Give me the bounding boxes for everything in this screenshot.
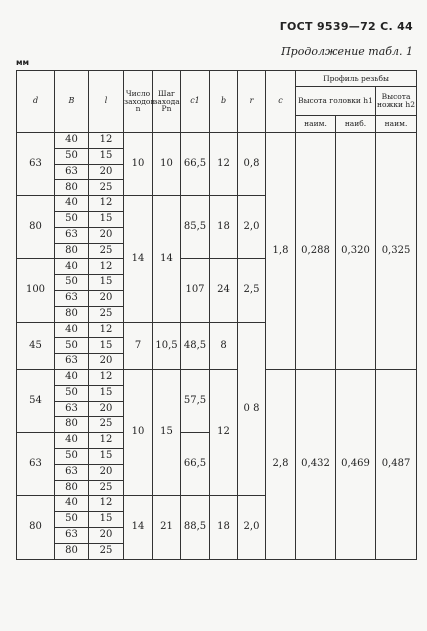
h1-max-cell: 0,469 — [336, 369, 376, 559]
l-cell: 25 — [89, 417, 124, 433]
c1-cell: 66,5 — [181, 433, 210, 496]
l-cell: 12 — [89, 259, 124, 275]
l-cell: 20 — [89, 290, 124, 306]
l-cell: 15 — [89, 338, 124, 354]
l-cell: 20 — [89, 401, 124, 417]
dimensions-table — [16, 70, 417, 560]
h1-min-header: наим. — [296, 116, 336, 133]
d-cell: 45 — [17, 322, 55, 369]
b-width-cell: 80 — [55, 180, 89, 196]
l-cell: 12 — [89, 369, 124, 385]
d-cell: 54 — [17, 369, 55, 432]
c1-cell: 88,5 — [181, 496, 210, 559]
b-width-cell: 50 — [55, 448, 89, 464]
b-width-cell: 80 — [55, 543, 89, 559]
l-cell: 15 — [89, 512, 124, 528]
lead-cell: 14 — [153, 196, 181, 322]
d-cell: 63 — [17, 133, 55, 196]
b-width-cell: 50 — [55, 512, 89, 528]
col-l-header: l — [89, 71, 124, 133]
l-cell: 20 — [89, 464, 124, 480]
r-cell: 0,8 — [238, 133, 266, 196]
col-lead-header: Шаг захода Pn — [153, 71, 181, 133]
h2-min-cell: 0,487 — [376, 369, 417, 559]
b-width-cell: 50 — [55, 211, 89, 227]
b-width-cell: 63 — [55, 354, 89, 370]
c1-cell: 66,5 — [181, 133, 210, 196]
starts-cell: 14 — [124, 196, 153, 322]
r-cell: 2,0 — [238, 196, 266, 259]
r-cell: 0 8 — [238, 322, 266, 496]
l-cell: 12 — [89, 196, 124, 212]
h1-max-header: наиб. — [336, 116, 376, 133]
r-cell: 2,0 — [238, 496, 266, 559]
d-cell: 100 — [17, 259, 55, 322]
l-cell: 25 — [89, 306, 124, 322]
l-cell: 20 — [89, 227, 124, 243]
h2-min-cell: 0,325 — [376, 133, 417, 370]
c1-cell: 107 — [181, 259, 210, 322]
b-cell: 18 — [210, 196, 238, 259]
col-starts-header: Число заходов n — [124, 71, 153, 133]
l-cell: 25 — [89, 543, 124, 559]
h1-min-cell: 0,288 — [296, 133, 336, 370]
table-continuation-label: Продолжение табл. 1 — [281, 45, 413, 58]
h1-min-cell: 0,432 — [296, 369, 336, 559]
unit-label: мм — [16, 58, 30, 67]
head-height-header: Высота головки h1 — [296, 87, 376, 116]
document-header: ГОСТ 9539—72 С. 44 — [279, 20, 413, 33]
h2-min-header: наим. — [376, 116, 417, 133]
c1-cell: 48,5 — [181, 322, 210, 369]
l-cell: 15 — [89, 275, 124, 291]
table-row — [17, 369, 417, 385]
c-cell: 1,8 — [266, 133, 296, 370]
b-width-cell: 40 — [55, 259, 89, 275]
l-cell: 25 — [89, 243, 124, 259]
col-r-header: r — [238, 71, 266, 133]
b-width-cell: 40 — [55, 433, 89, 449]
l-cell: 15 — [89, 448, 124, 464]
b-width-cell: 63 — [55, 401, 89, 417]
b-width-cell: 80 — [55, 480, 89, 496]
l-cell: 15 — [89, 148, 124, 164]
l-cell: 20 — [89, 164, 124, 180]
thread-profile-header: Профиль резьбы — [296, 71, 417, 87]
b-width-cell: 80 — [55, 243, 89, 259]
lead-cell: 21 — [153, 496, 181, 559]
b-width-cell: 63 — [55, 527, 89, 543]
c-cell: 2,8 — [266, 369, 296, 559]
b-width-cell: 50 — [55, 338, 89, 354]
b-width-cell: 40 — [55, 322, 89, 338]
col-d-header: d — [17, 71, 55, 133]
l-cell: 15 — [89, 385, 124, 401]
l-cell: 12 — [89, 322, 124, 338]
table-row — [17, 133, 417, 149]
starts-cell: 14 — [124, 496, 153, 559]
d-cell: 80 — [17, 196, 55, 259]
b-width-cell: 40 — [55, 369, 89, 385]
b-cell: 18 — [210, 496, 238, 559]
l-cell: 20 — [89, 527, 124, 543]
l-cell: 12 — [89, 433, 124, 449]
col-B-header: B — [55, 71, 89, 133]
b-width-cell: 63 — [55, 290, 89, 306]
b-width-cell: 40 — [55, 196, 89, 212]
c1-cell: 57,5 — [181, 369, 210, 432]
b-cell: 12 — [210, 369, 238, 495]
r-cell: 2,5 — [238, 259, 266, 322]
b-width-cell: 50 — [55, 385, 89, 401]
starts-cell: 7 — [124, 322, 153, 369]
foot-height-header: Высота ножки h2 — [376, 87, 417, 116]
b-cell: 12 — [210, 133, 238, 196]
b-width-cell: 40 — [55, 496, 89, 512]
b-width-cell: 80 — [55, 306, 89, 322]
col-c1-header: c1 — [181, 71, 210, 133]
l-cell: 15 — [89, 211, 124, 227]
b-width-cell: 63 — [55, 464, 89, 480]
b-width-cell: 50 — [55, 275, 89, 291]
l-cell: 20 — [89, 354, 124, 370]
l-cell: 25 — [89, 180, 124, 196]
lead-cell: 10 — [153, 133, 181, 196]
lead-cell: 10,5 — [153, 322, 181, 369]
d-cell: 80 — [17, 496, 55, 559]
starts-cell: 10 — [124, 133, 153, 196]
l-cell: 12 — [89, 496, 124, 512]
starts-cell: 10 — [124, 369, 153, 495]
lead-cell: 15 — [153, 369, 181, 495]
col-c-header: c — [266, 71, 296, 133]
b-width-cell: 80 — [55, 417, 89, 433]
b-width-cell: 63 — [55, 164, 89, 180]
b-width-cell: 40 — [55, 133, 89, 149]
b-width-cell: 63 — [55, 227, 89, 243]
h1-max-cell: 0,320 — [336, 133, 376, 370]
l-cell: 12 — [89, 133, 124, 149]
b-cell: 24 — [210, 259, 238, 322]
c1-cell: 85,5 — [181, 196, 210, 259]
d-cell: 63 — [17, 433, 55, 496]
b-cell: 8 — [210, 322, 238, 369]
l-cell: 25 — [89, 480, 124, 496]
col-b-header: b — [210, 71, 238, 133]
b-width-cell: 50 — [55, 148, 89, 164]
